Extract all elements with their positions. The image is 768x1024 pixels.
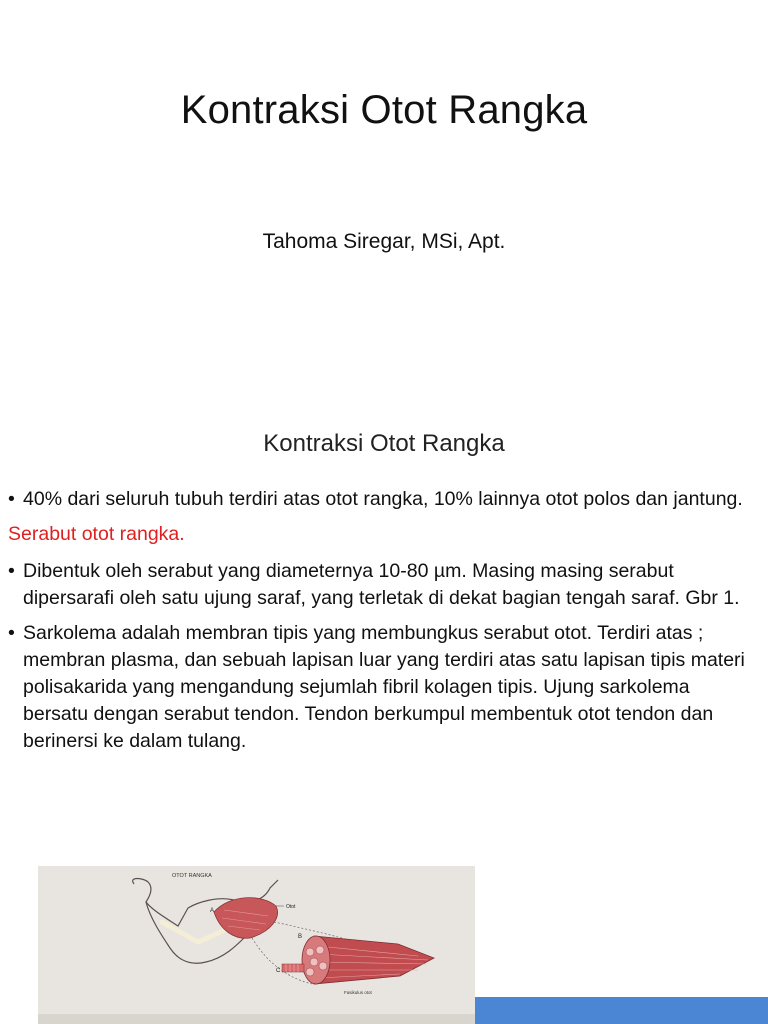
slide-title: Kontraksi Otot Rangka <box>180 88 588 132</box>
figure-lower-band <box>38 1014 475 1024</box>
bullet-marker: • <box>8 622 15 644</box>
content-slide <box>0 400 768 1024</box>
label-fasikulus: Fasikulus otot <box>344 990 372 995</box>
single-muscle-fiber <box>282 964 304 972</box>
title-slide <box>0 0 768 390</box>
bullet-text: 40% dari seluruh tubuh terdiri atas otot rangka, 10% lainnya otot polos dan jantung. <box>23 488 743 510</box>
bullet-item <box>8 558 760 612</box>
muscle-illustration <box>38 866 475 1024</box>
bullet-item <box>8 620 760 755</box>
muscle-anatomy-figure <box>38 866 475 1024</box>
bullet-text: Dibentuk oleh serabut yang diameternya 10-80 µm. Masing masing serabut dipersarafi oleh satu ujung saraf, yang terletak di dekat bagian tengah saraf. Gbr 1. <box>23 560 740 609</box>
content-slide-title: Kontraksi Otot Rangka <box>263 430 505 457</box>
bullet-marker: • <box>8 488 15 510</box>
bullet-item <box>8 486 760 513</box>
label-b: B <box>298 934 303 940</box>
label-a: A <box>210 908 215 914</box>
label-otot: Otot <box>286 904 296 910</box>
label-c: C <box>276 968 281 974</box>
bullet-text: Sarkolema adalah membran tipis yang membungkus serabut otot. Terdiri atas ; membran plasma, dan sebuah lapisan luar yang terdiri atas satu lapisan tipis materi polisakarida yang mengandung sejumlah fibril kolagen tipis. Ujung sarkolema bersatu dengan serabut tendon. Tendon berkumpul membentuk otot tendon dan berinersi ke dalam tulang. <box>23 622 745 752</box>
author-subtitle: Tahoma Siregar, MSi, Apt. <box>262 230 506 253</box>
bullet-marker: • <box>8 560 15 582</box>
accent-bar <box>475 997 768 1024</box>
section-heading: Serabut otot rangka. <box>8 523 185 545</box>
figure-caption: OTOT RANGKA <box>172 873 212 879</box>
slide-body <box>8 486 760 763</box>
